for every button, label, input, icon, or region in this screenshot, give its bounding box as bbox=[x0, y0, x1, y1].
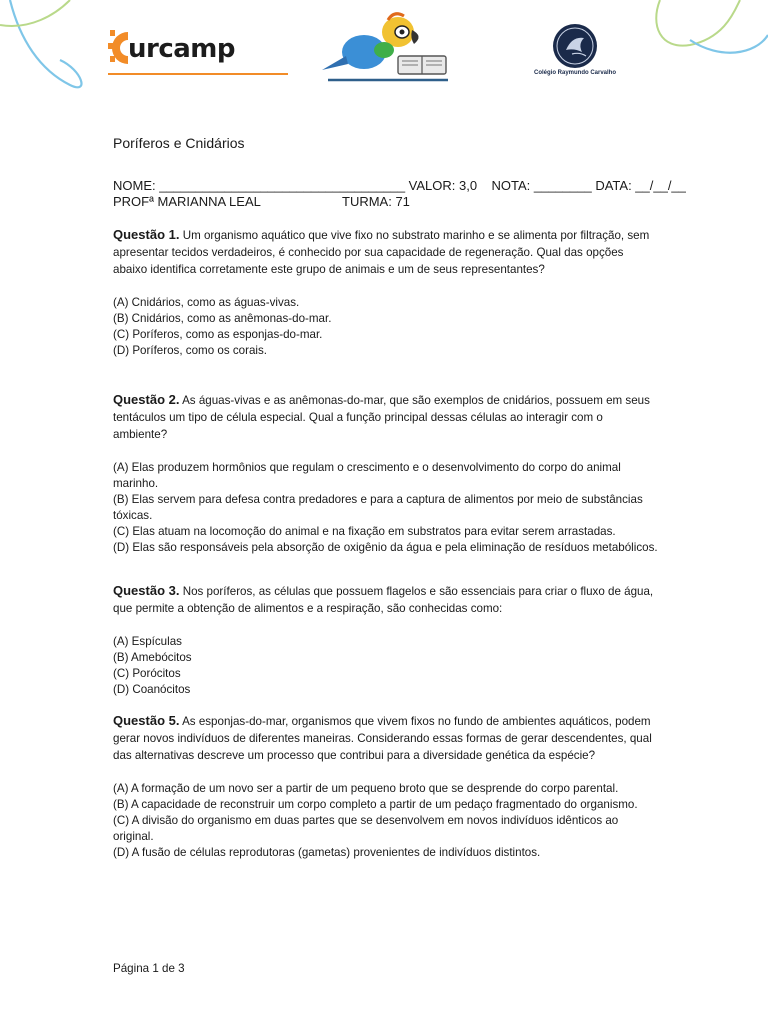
prof-turma-line bbox=[113, 194, 658, 210]
urcamp-logo bbox=[108, 30, 290, 82]
question-5 bbox=[113, 712, 658, 861]
option-a: (A) Espículas bbox=[113, 635, 182, 648]
option-d: (D) Poríferos, como os corais. bbox=[113, 344, 267, 357]
option-d: (D) Coanócitos bbox=[113, 683, 191, 696]
page-title: Poríferos e Cnidários bbox=[113, 135, 245, 151]
logo-underline bbox=[108, 73, 288, 75]
option-a: (A) Cnidários, como as águas-vivas. bbox=[113, 296, 300, 309]
urcamp-gear-icon bbox=[108, 26, 130, 66]
option-list bbox=[113, 634, 658, 698]
question-label: Questão 5. bbox=[113, 713, 180, 728]
option-list bbox=[113, 295, 658, 359]
nome-valor-nota-data-line: NOME: __________________________________ VALOR: 3,0 NOTA: ________ DATA: __/__/__ bbox=[113, 178, 686, 193]
option-a: (A) A formação de um novo ser a partir de um pequeno broto que se desprende do corpo parental. bbox=[113, 782, 619, 795]
page-footer: Página 1 de 3 bbox=[113, 962, 185, 975]
option-list bbox=[113, 460, 658, 556]
urcamp-logo-text: urcamp bbox=[128, 34, 235, 64]
option-b: (B) Amebócitos bbox=[113, 651, 192, 664]
question-2 bbox=[113, 391, 658, 556]
question-label: Questão 3. bbox=[113, 583, 180, 598]
option-d: (D) A fusão de células reprodutoras (gametas) provenientes de indivíduos distintos. bbox=[113, 846, 541, 859]
option-c: (C) A divisão do organismo em duas partes que se desenvolvem em novos indivíduos idênticos ao original. bbox=[113, 814, 619, 843]
question-stem: Um organismo aquático que vive fixo no substrato marinho e se alimenta por filtração, sem apresentar tecidos verdadeiros, é conhecido por sua capacidade de regeneração. Qual das opções abaixo identifica corretamente este grupo de animais e um de seus representantes? bbox=[113, 229, 650, 276]
turma-label: TURMA: 71 bbox=[342, 194, 410, 209]
school-logo bbox=[528, 22, 622, 84]
school-caption: Colégio Raymundo Carvalho bbox=[533, 70, 616, 76]
parrot-reading-icon bbox=[318, 8, 452, 84]
question-3 bbox=[113, 582, 658, 698]
question-label: Questão 1. bbox=[113, 227, 180, 242]
option-c: (C) Elas atuam na locomoção do animal e na fixação em substratos para evitar serem arrastadas. bbox=[113, 525, 616, 538]
option-list bbox=[113, 781, 658, 861]
option-b: (B) A capacidade de reconstruir um corpo completo a partir de um pedaço fragmentado do organismo. bbox=[113, 798, 638, 811]
option-d: (D) Elas são responsáveis pela absorção de oxigênio da água e pela eliminação de resíduos metabólicos. bbox=[113, 541, 658, 554]
option-c: (C) Poríferos, como as esponjas-do-mar. bbox=[113, 328, 323, 341]
option-b: (B) Elas servem para defesa contra predadores e para a captura de alimentos por meio de substâncias tóxicas. bbox=[113, 493, 643, 522]
question-1 bbox=[113, 226, 658, 359]
document-header bbox=[0, 0, 768, 110]
prof-label: PROFª MARIANNA LEAL bbox=[113, 194, 261, 209]
option-b: (B) Cnidários, como as anêmonas-do-mar. bbox=[113, 312, 332, 325]
option-c: (C) Porócitos bbox=[113, 667, 181, 680]
option-a: (A) Elas produzem hormônios que regulam o crescimento e o desenvolvimento do corpo do animal marinho. bbox=[113, 461, 621, 490]
question-stem: Nos poríferos, as células que possuem flagelos e são essenciais para criar o fluxo de água, que permite a obtenção de alimentos e a respiração, são conhecidas como: bbox=[113, 585, 654, 615]
worksheet-content bbox=[113, 134, 686, 861]
question-stem: As águas-vivas e as anêmonas-do-mar, que são exemplos de cnidários, possuem em seus tentáculos um tipo de célula especial. Qual a função principal dessas células ao interagir com o ambiente? bbox=[113, 394, 650, 441]
school-seal-icon bbox=[528, 22, 622, 70]
question-label: Questão 2. bbox=[113, 392, 180, 407]
question-stem: As esponjas-do-mar, organismos que vivem fixos no fundo de ambientes aquáticos, podem gerar novos indivíduos de diferentes maneiras. Considerando essas formas de gerar descendentes, qual das alternativas descreve um processo que contribui para a diversidade genética da espécie? bbox=[113, 715, 652, 762]
